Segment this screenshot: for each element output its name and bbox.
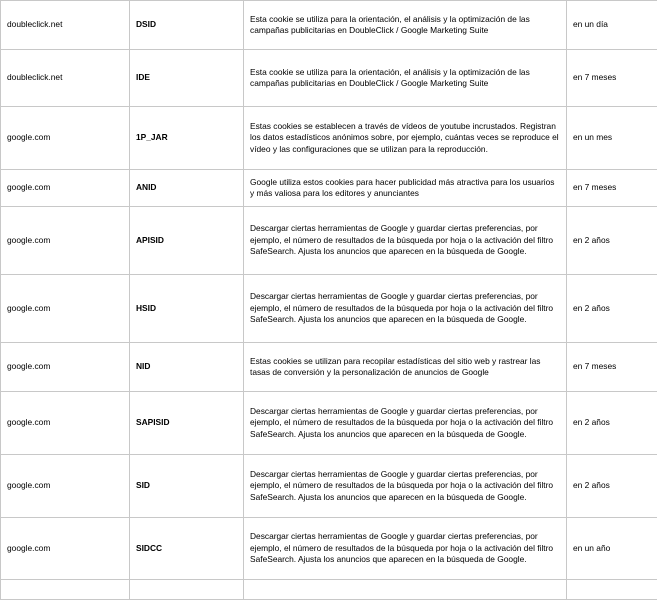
cookie-domain: google.com (1, 275, 130, 343)
cookie-name: ANID (130, 170, 244, 207)
cookie-domain: google.com (1, 455, 130, 518)
cookie-domain: google.com (1, 392, 130, 455)
table-row (1, 170, 657, 207)
cookie-expiry: en un año (567, 518, 657, 580)
cookie-domain: google.com (1, 343, 130, 392)
cookie-description: Google utiliza estos cookies para hacer publicidad más atractiva para los usuarios y más valiosa para los editores y anunciantes (244, 170, 567, 207)
table-cell (130, 580, 244, 600)
cookie-expiry: en un mes (567, 107, 657, 170)
table-cell (1, 580, 130, 600)
cookie-description: Descargar ciertas herramientas de Google y guardar ciertas preferencias, por ejemplo, el número de resultados de la búsqueda por hoja o la activación del filtro SafeSearch. Ajusta los anuncios que aparecen en la búsqueda de Google. (244, 392, 567, 455)
cookie-description: Descargar ciertas herramientas de Google y guardar ciertas preferencias, por ejemplo, el número de resultados de la búsqueda por hoja o la activación del filtro SafeSearch. Ajusta los anuncios que aparecen en la búsqueda de Google. (244, 518, 567, 580)
cookie-domain: doubleclick.net (1, 1, 130, 50)
cookie-name: NID (130, 343, 244, 392)
cookie-description: Estas cookies se utilizan para recopilar estadísticas del sitio web y rastrear las tasas de conversión y la personalización de anuncios de Google (244, 343, 567, 392)
table-row (1, 455, 657, 518)
cookie-expiry: en 2 años (567, 455, 657, 518)
cookie-name: HSID (130, 275, 244, 343)
cookie-name: SAPISID (130, 392, 244, 455)
table-row (1, 207, 657, 275)
cookie-expiry: en 7 meses (567, 343, 657, 392)
table-row (1, 275, 657, 343)
table-row (1, 343, 657, 392)
cookie-domain: google.com (1, 170, 130, 207)
cookie-domain: google.com (1, 207, 130, 275)
cookie-name: SID (130, 455, 244, 518)
cookie-description: Descargar ciertas herramientas de Google y guardar ciertas preferencias, por ejemplo, el número de resultados de la búsqueda por hoja o la activación del filtro SafeSearch. Ajusta los anuncios que aparecen en la búsqueda de Google. (244, 455, 567, 518)
cookie-description: Esta cookie se utiliza para la orientación, el análisis y la optimización de las campañas publicitarias en DoubleClick / Google Marketing Suite (244, 1, 567, 50)
cookie-name: 1P_JAR (130, 107, 244, 170)
cookie-expiry: en 2 años (567, 392, 657, 455)
cookie-domain: doubleclick.net (1, 50, 130, 107)
cookie-table-body (1, 1, 657, 600)
cookie-expiry: en 7 meses (567, 170, 657, 207)
cookie-expiry: en un día (567, 1, 657, 50)
table-row (1, 580, 657, 600)
cookie-expiry: en 2 años (567, 275, 657, 343)
cookie-name: APISID (130, 207, 244, 275)
cookie-description: Descargar ciertas herramientas de Google y guardar ciertas preferencias, por ejemplo, el número de resultados de la búsqueda por hoja o la activación del filtro SafeSearch. Ajusta los anuncios que aparecen en la búsqueda de Google. (244, 207, 567, 275)
table-cell (567, 580, 657, 600)
cookie-name: IDE (130, 50, 244, 107)
cookie-description: Estas cookies se establecen a través de vídeos de youtube incrustados. Registran los datos estadísticos anónimos sobre, por ejemplo, cuántas veces se reproduce el vídeo y las configuraciones que se utilizan para la reproducción. (244, 107, 567, 170)
table-row (1, 1, 657, 50)
cookie-expiry: en 7 meses (567, 50, 657, 107)
cookie-domain: google.com (1, 107, 130, 170)
cookie-name: SIDCC (130, 518, 244, 580)
cookie-name: DSID (130, 1, 244, 50)
table-row (1, 50, 657, 107)
table-row (1, 392, 657, 455)
cookie-domain: google.com (1, 518, 130, 580)
table-cell (244, 580, 567, 600)
table-row (1, 107, 657, 170)
cookie-expiry: en 2 años (567, 207, 657, 275)
cookie-description: Esta cookie se utiliza para la orientación, el análisis y la optimización de las campañas publicitarias en DoubleClick / Google Marketing Suite (244, 50, 567, 107)
cookie-description: Descargar ciertas herramientas de Google y guardar ciertas preferencias, por ejemplo, el número de resultados de la búsqueda por hoja o la activación del filtro SafeSearch. Ajusta los anuncios que aparecen en la búsqueda de Google. (244, 275, 567, 343)
table-row (1, 518, 657, 580)
